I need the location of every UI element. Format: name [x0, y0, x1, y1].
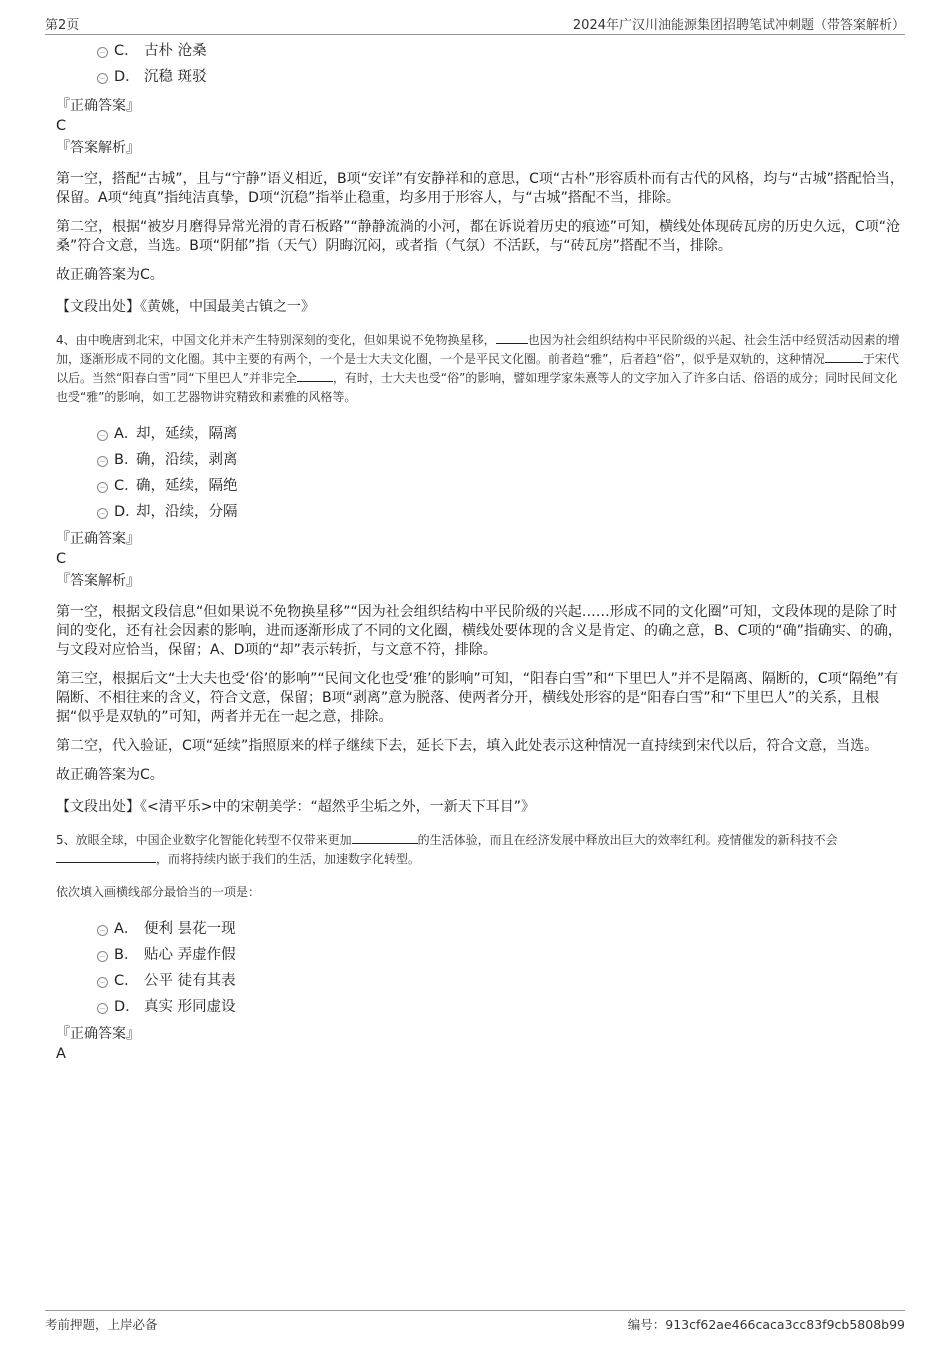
analysis-conclusion: 故正确答案为C。 [56, 267, 164, 283]
option-c[interactable]: C． 公平 徒有其表 [56, 968, 906, 994]
analysis-conclusion: 故正确答案为C。 [56, 767, 164, 783]
analysis-paragraph: 第一空，根据文段信息“但如果说不免物换星移”“因为社会组织结构中平民阶级的兴起……形成不同的文化圈”可知，文段体现的是除了时间的变化，还有社会因素的影响，进而逐渐形成了不同的文化圈，横线处要体现的含义是肯定、的确之意，B、C项的“确”指确实、的确，与文段对应恰当，保留；A、D项的“却”表示转折，与文意不符，排除。 [56, 604, 902, 658]
radio-icon[interactable] [97, 508, 108, 519]
option-b[interactable]: B． 贴心 弄虚作假 [56, 942, 906, 968]
option-c[interactable]: C． 古朴 沧桑 [56, 38, 906, 64]
radio-icon[interactable] [97, 456, 108, 467]
question-prompt: 依次填入画横线部分最恰当的一项是： [56, 885, 261, 899]
question-4-stem: 4、由中晚唐到北宋，中国文化并未产生特别深刻的变化，但如果说不免物换星移， 也因为社会组织结构中平民阶级的兴起、社会生活中经贸活动因素的增加，逐渐形成不同的文化圈。其中主要的有两个，一个是士大夫文化圈，一个是平民文化圈。前者趋“雅”，后者趋“俗”，似乎是双轨的，这种情况 于宋代以后。当然“阳春白雪”同“下里巴人”并非完全 ，有时，士大夫也受“俗”的影响，譬如理学家朱熹等人的文字加入了许多白话、俗语的成分；同时民间文化也受“雅”的影响，如工艺器物讲究精致和素雅的风格等。 [56, 333, 900, 404]
option-d[interactable]: D．却，沿续，分隔 [56, 499, 906, 525]
radio-icon[interactable] [97, 1003, 108, 1014]
question-3-options [56, 38, 906, 90]
answer-label: 『正确答案』 [56, 1026, 140, 1042]
passage-source: 【文段出处】《黄姚，中国最美古镇之一》 [56, 299, 315, 315]
radio-icon[interactable] [97, 430, 108, 441]
answer-label: 『正确答案』 [56, 531, 140, 547]
option-d[interactable]: D． 沉稳 斑驳 [56, 64, 906, 90]
blank-line [496, 331, 528, 344]
answer-label: 『正确答案』 [56, 98, 140, 114]
analysis-label: 『答案解析』 [56, 573, 140, 589]
page-number: 第2页 [45, 18, 80, 33]
analysis-paragraph: 第二空，代入验证，C项“延续”指照原来的样子继续下去，延长下去，填入此处表示这种情况一直持续到宋代以后，符合文意，当选。 [56, 738, 879, 754]
document-title: 2024年广汉川油能源集团招聘笔试冲刺题（带答案解析） [572, 18, 905, 33]
footer-slogan: 考前押题，上岸必备 [45, 1317, 158, 1332]
answer-value: C [56, 118, 67, 134]
question-4-options [56, 421, 906, 525]
answer-value: A [56, 1046, 66, 1062]
option-b[interactable]: B．确，沿续，剥离 [56, 447, 906, 473]
option-d[interactable]: D． 真实 形同虚设 [56, 994, 906, 1020]
option-a[interactable]: A． 便利 昙花一现 [56, 916, 906, 942]
analysis-paragraph: 第一空，搭配“古城”，且与“宁静”语义相近，B项“安详”有安静祥和的意思，C项“古朴”形容质朴而有古代的风格，均与“古城”搭配恰当，保留。A项“纯真”指纯洁真挚，D项“沉稳”指举止稳重，均多用于形容人，与“古城”搭配不当，排除。 [56, 171, 904, 206]
document-code: 编号：913cf62ae466caca3cc83f9cb5808b99 [627, 1317, 905, 1332]
radio-icon[interactable] [97, 482, 108, 493]
answer-value: C [56, 551, 67, 567]
passage-source: 【文段出处】《<清平乐>中的宋朝美学：“超然乎尘垢之外，一新天下耳目”》 [56, 799, 535, 815]
question-5-stem: 5、放眼全球，中国企业数字化智能化转型不仅带来更加 的生活体验，而且在经济发展中释放出巨大的效率红利。疫情催发的新科技不会，而将持续内嵌于我们的生活，加速数字化转型。 [56, 833, 838, 866]
page-footer [45, 1310, 905, 1333]
blank-line [297, 369, 333, 382]
page-header [45, 12, 905, 35]
radio-icon[interactable] [97, 977, 108, 988]
option-a[interactable]: A．却，延续，隔离 [56, 421, 906, 447]
radio-icon[interactable] [97, 925, 108, 936]
question-5-options [56, 916, 906, 1020]
blank-line [825, 350, 863, 363]
page-content [56, 38, 906, 1066]
analysis-paragraph: 第三空，根据后文“士大夫也受‘俗’的影响”“民间文化也受‘雅’的影响”可知，“阳春白雪”和“下里巴人”并不是隔离、隔断的，C项“隔绝”有隔断、不相往来的含义，符合文意，保留；B项“剥离”意为脱落、使两者分开，横线处形容的是“阳春白雪”和“下里巴人”的关系，且根据“似乎是双轨的”可知，两者并无在一起之意，排除。 [56, 671, 899, 725]
option-c[interactable]: C．确，延续，隔绝 [56, 473, 906, 499]
blank-line [352, 831, 418, 844]
analysis-paragraph: 第二空，根据“被岁月磨得异常光滑的青石板路”“静静流淌的小河，都在诉说着历史的痕迹”可知，横线处体现砖瓦房的历史久远，C项“沧桑”符合文意，当选。B项“阴郁”指（天气）阴晦沉闷，或者指（气氛）不活跃，与“砖瓦房”搭配不当，排除。 [56, 219, 901, 254]
radio-icon[interactable] [97, 73, 108, 84]
analysis-label: 『答案解析』 [56, 140, 140, 156]
radio-icon[interactable] [97, 951, 108, 962]
radio-icon[interactable] [97, 47, 108, 58]
blank-line [56, 850, 156, 863]
